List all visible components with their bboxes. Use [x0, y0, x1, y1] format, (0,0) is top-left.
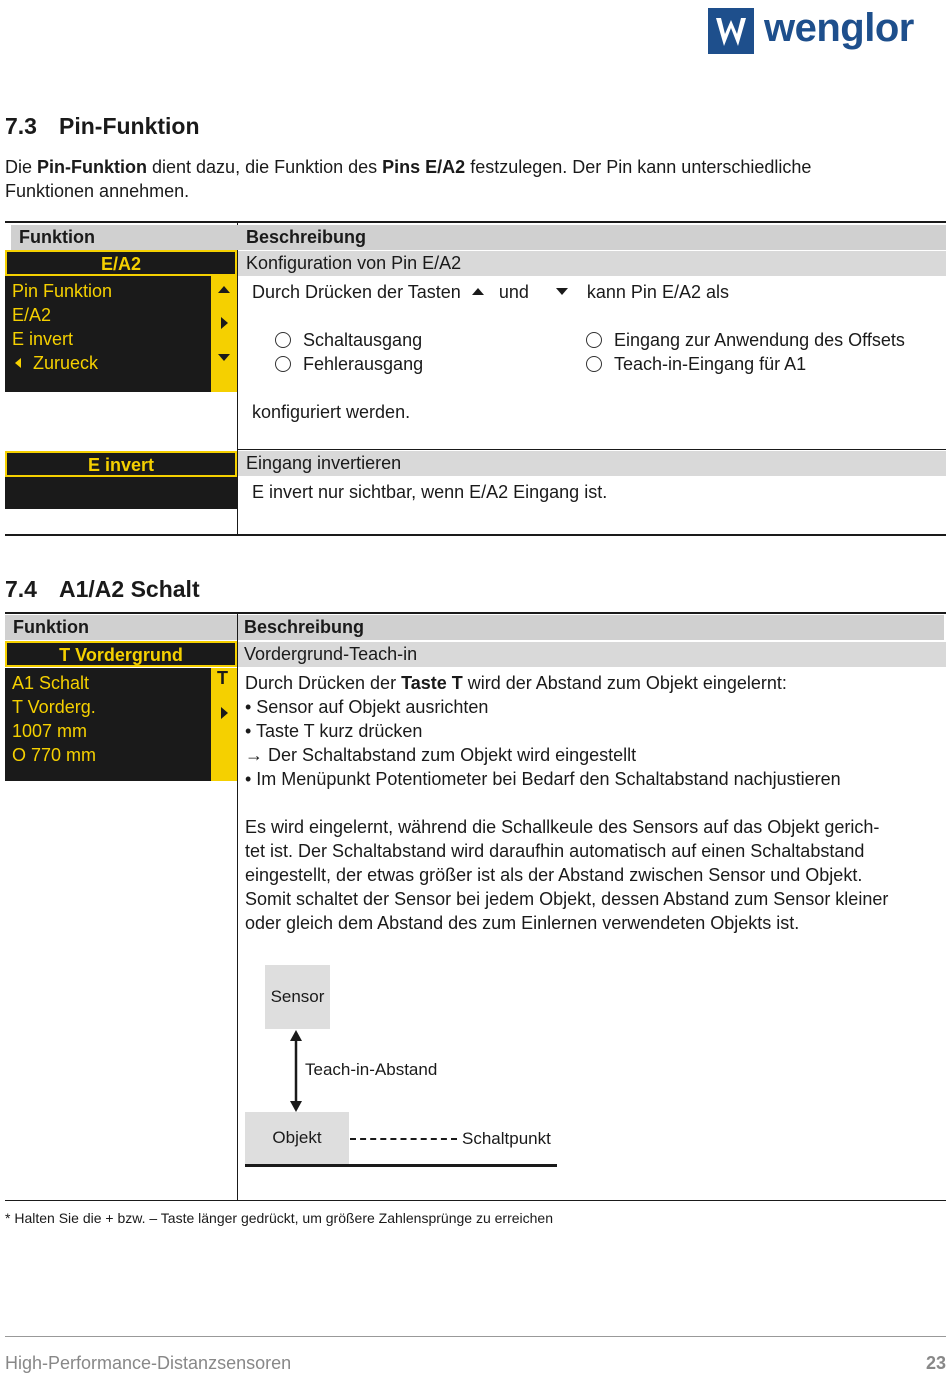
paragraph-line: Somit schaltet der Sensor bei jedem Objekt, dessen Abstand zum Sensor kleiner	[245, 889, 889, 909]
step-item: • Sensor auf Objekt ausrichten	[245, 697, 489, 717]
footnote: * Halten Sie die + bzw. – Taste länger gedrückt, um größere Zahlensprünge zu erreichen	[5, 1210, 553, 1226]
sensor-label: Sensor	[270, 987, 325, 1006]
display-title-e-a2: E/A2	[5, 250, 237, 276]
display-button-bar	[211, 668, 237, 781]
instruction-bold: Taste T	[401, 673, 463, 693]
switch-point-dashed-line	[350, 1138, 457, 1140]
intro-paragraph	[5, 155, 935, 203]
column-header-function: Funktion	[11, 225, 239, 250]
key-down-icon	[556, 288, 568, 295]
paragraph-line: tet ist. Der Schaltabstand wird daraufhin automatisch auf einen Schaltabstand	[245, 841, 865, 861]
description-head: Eingang invertieren	[238, 451, 946, 476]
key-instruction	[252, 280, 729, 304]
column-header-description: Beschreibung	[238, 225, 946, 250]
column-header-function: Funktion	[5, 615, 237, 640]
instruction-text: Durch Drücken der Tasten	[252, 282, 461, 302]
sensor-box	[265, 965, 330, 1029]
paragraph-line: oder gleich dem Abstand des zum Einlernen verwendeten Objekts ist.	[245, 913, 800, 933]
object-box	[245, 1112, 349, 1164]
sensor-display	[5, 668, 237, 781]
footer-product: High-Performance-Distanzsensoren	[5, 1353, 292, 1373]
wenglor-logo-icon	[708, 8, 754, 54]
step-item: • Taste T kurz drücken	[245, 721, 423, 741]
option-item	[586, 328, 905, 352]
display-line: A1 Schalt	[12, 673, 90, 693]
display-button-bar	[211, 276, 237, 392]
instruction-text: Durch Drücken der	[245, 673, 402, 693]
sensor-display	[5, 477, 237, 509]
intro-bold: Pin-Funktion	[37, 157, 147, 177]
option-item	[275, 352, 423, 376]
option-label: Eingang zur Anwendung des Offsets	[614, 330, 905, 350]
sensor-display	[5, 276, 237, 392]
triangle-up-icon	[218, 286, 230, 293]
option-item	[275, 328, 422, 352]
option-label: Fehlerausgang	[303, 354, 424, 374]
intro-text: Funktionen annehmen.	[5, 181, 190, 201]
radio-circle-icon	[275, 356, 291, 372]
object-label: Objekt	[272, 1128, 322, 1147]
paragraph-line: Es wird eingelernt, während die Schallkeule des Sensors auf das Objekt gerich-	[245, 817, 880, 837]
section-title: A1/A2 Schalt	[59, 576, 200, 602]
intro-text: Die	[5, 157, 38, 177]
table-top-rule	[5, 221, 946, 223]
option-item	[586, 352, 806, 376]
display-title-e-invert: E invert	[5, 451, 237, 477]
radio-circle-icon	[586, 332, 602, 348]
triangle-left-icon	[15, 358, 21, 368]
section-title: Pin-Funktion	[59, 113, 200, 139]
key-up-icon	[472, 288, 484, 295]
wenglor-logo	[708, 8, 948, 54]
intro-text: dient dazu, die Funktion des	[147, 157, 383, 177]
table-top-rule	[5, 612, 946, 614]
display-line: O 770 mm	[12, 745, 97, 765]
intro-bold: Pins E/A2	[382, 157, 466, 177]
table-divider	[237, 614, 238, 1200]
instruction-line	[245, 671, 945, 695]
display-line: T Vorderg.	[12, 697, 96, 717]
display-back-line	[15, 351, 98, 375]
row-separator	[238, 449, 946, 450]
step-item: • Im Menüpunkt Potentiometer bei Bedarf den Schaltabstand nachjustieren	[245, 769, 841, 789]
triangle-right-icon	[221, 707, 228, 719]
teach-instructions	[245, 671, 945, 791]
section-heading-7-3	[5, 113, 200, 140]
section-heading-7-4	[5, 576, 200, 603]
double-arrow-icon	[286, 1030, 306, 1112]
display-line: 1007 mm	[12, 721, 88, 741]
display-title-t-vordergrund: T Vordergrund	[5, 641, 237, 667]
triangle-right-icon	[221, 317, 228, 329]
switch-point-label: Schaltpunkt	[462, 1129, 551, 1148]
instruction-end: konfiguriert werden.	[252, 402, 411, 422]
explanation-paragraph	[245, 815, 945, 935]
display-line: Pin Funktion	[12, 281, 113, 301]
description-head: Vordergrund-Teach-in	[238, 642, 946, 667]
column-header-description: Beschreibung	[238, 615, 944, 640]
step-item: → Der Schaltabstand zum Objekt wird eingestellt	[245, 745, 637, 765]
page-number: 23	[925, 1353, 946, 1373]
footer-rule	[5, 1336, 946, 1337]
paragraph-line: eingestellt, der etwas größer ist als der Abstand zwischen Sensor und Objekt.	[245, 865, 863, 885]
radio-circle-icon	[586, 356, 602, 372]
section-number: 7.4	[5, 576, 37, 602]
display-line: E/A2	[12, 305, 52, 325]
ground-line	[245, 1164, 557, 1167]
table-bottom-rule	[5, 534, 946, 536]
instruction-text: und	[498, 282, 529, 302]
description-text: E invert nur sichtbar, wenn E/A2 Eingang ist.	[252, 482, 608, 502]
table-bottom-rule	[5, 1200, 946, 1201]
teach-distance-label: Teach-in-Abstand	[305, 1060, 438, 1079]
intro-text: festzulegen. Der Pin kann unterschiedliche	[465, 157, 812, 177]
option-label: Schaltausgang	[303, 330, 423, 350]
radio-circle-icon	[275, 332, 291, 348]
triangle-down-icon	[218, 354, 230, 361]
t-key-label: T	[217, 668, 228, 688]
section-number: 7.3	[5, 113, 37, 139]
option-label: Teach-in-Eingang für A1	[614, 354, 807, 374]
instruction-text: kann Pin E/A2 als	[586, 282, 729, 302]
brand-name: wenglor	[764, 6, 914, 50]
instruction-text: wird der Abstand zum Objekt eingelernt:	[462, 673, 787, 693]
description-head: Konfiguration von Pin E/A2	[238, 251, 946, 276]
display-line: E invert	[12, 329, 74, 349]
display-line: Zurueck	[33, 353, 99, 373]
